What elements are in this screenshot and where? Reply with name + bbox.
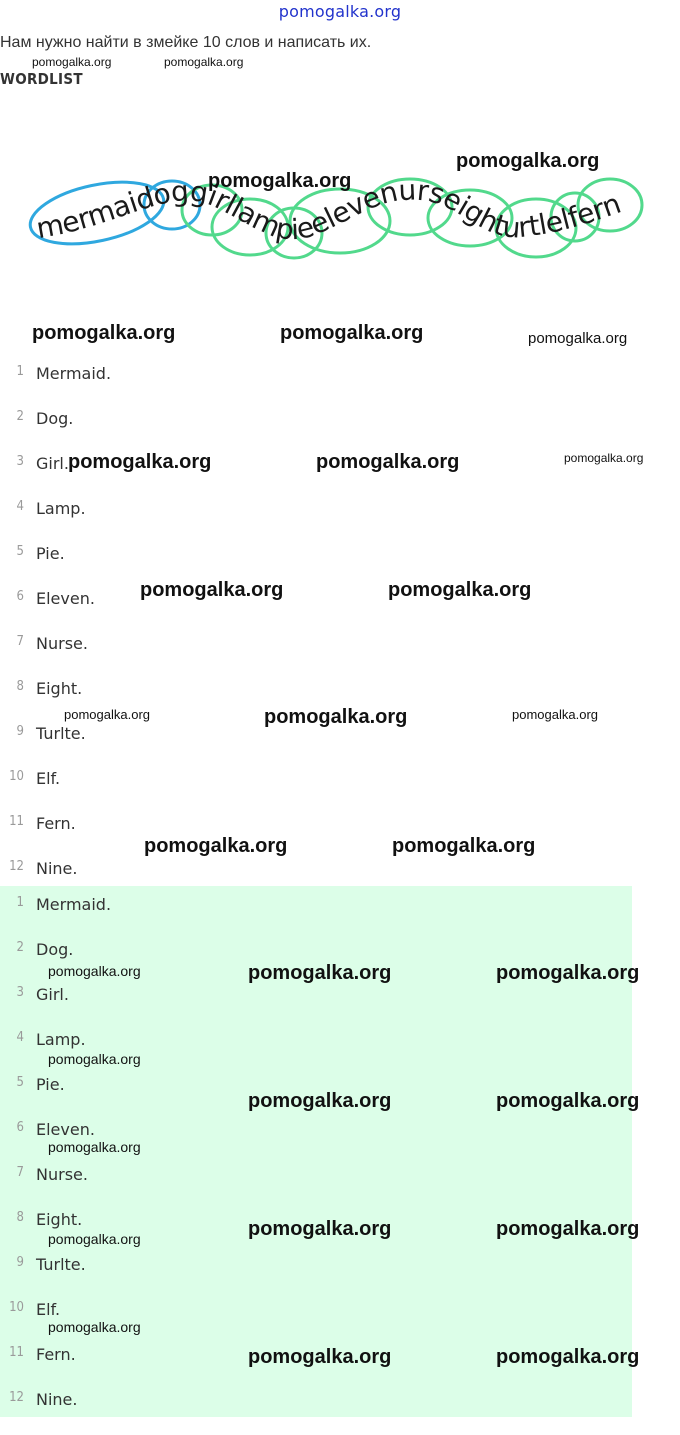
- watermark: pomogalka.org: [512, 707, 598, 722]
- row-word: Nurse.: [36, 1165, 88, 1184]
- row-word: Turlte.: [36, 1255, 86, 1274]
- row-word: Fern.: [36, 814, 76, 833]
- row-number: 3: [16, 454, 24, 469]
- row-number: 6: [16, 589, 24, 604]
- row-word: Dog.: [36, 409, 74, 428]
- watermark: pomogalka.org: [64, 707, 150, 722]
- row-word: Turlte.: [36, 724, 86, 743]
- watermark: pomogalka.org: [144, 835, 288, 857]
- watermark: pomogalka.org: [456, 150, 600, 172]
- row-word: Mermaid.: [36, 364, 112, 383]
- watermark: pomogalka.org: [48, 1139, 141, 1155]
- row-word: Girl.: [36, 454, 69, 473]
- watermark: pomogalka.org: [140, 579, 284, 601]
- watermark: pomogalka.org: [48, 1231, 141, 1247]
- watermark: pomogalka.org: [496, 962, 640, 984]
- row-number: 2: [16, 940, 24, 955]
- row-word: Mermaid.: [36, 895, 112, 914]
- watermark: pomogalka.org: [48, 1319, 141, 1335]
- wordlist-row: [0, 769, 630, 814]
- row-word: Elf.: [36, 769, 61, 788]
- row-number: 6: [16, 1120, 24, 1135]
- watermark: pomogalka.org: [528, 330, 628, 347]
- task-text: Нам нужно найти в змейке 10 слов и написать их.: [0, 34, 372, 51]
- row-word: Lamp.: [36, 1030, 86, 1049]
- row-number: 8: [16, 679, 24, 694]
- row-number: 12: [9, 859, 24, 874]
- watermark: pomogalka.org: [316, 451, 460, 473]
- watermark: pomogalka.org: [32, 322, 176, 344]
- wordlist-row: [0, 589, 630, 634]
- watermark: pomogalka.org: [48, 1051, 141, 1067]
- row-word: Nine.: [36, 859, 78, 878]
- answer-row: [0, 1255, 630, 1300]
- row-number: 7: [16, 1165, 24, 1180]
- row-number: 4: [16, 1030, 24, 1045]
- watermark: pomogalka.org: [32, 55, 112, 69]
- site-logo[interactable]: pomogalka.org: [278, 2, 402, 21]
- watermark: pomogalka.org: [392, 835, 536, 857]
- row-word: Pie.: [36, 1075, 65, 1094]
- row-word: Eleven.: [36, 589, 95, 608]
- wordlist-heading: WORDLIST: [0, 70, 83, 88]
- watermark: pomogalka.org: [164, 55, 244, 69]
- watermark: pomogalka.org: [264, 706, 408, 728]
- watermark: pomogalka.org: [388, 579, 532, 601]
- row-number: 2: [16, 409, 24, 424]
- row-word: Fern.: [36, 1345, 76, 1364]
- row-number: 5: [16, 1075, 24, 1090]
- row-number: 5: [16, 544, 24, 559]
- watermark: pomogalka.org: [496, 1346, 640, 1368]
- answer-row: [0, 1390, 630, 1435]
- answer-row: [0, 1165, 630, 1210]
- watermark: pomogalka.org: [248, 1090, 392, 1112]
- watermark: pomogalka.org: [496, 1218, 640, 1240]
- row-number: 4: [16, 499, 24, 514]
- word-snake-image: [0, 115, 680, 275]
- watermark: pomogalka.org: [564, 451, 644, 465]
- wordlist-row: [0, 724, 630, 769]
- watermark: pomogalka.org: [496, 1090, 640, 1112]
- row-word: Pie.: [36, 544, 65, 563]
- row-number: 9: [16, 1255, 24, 1270]
- row-number: 3: [16, 985, 24, 1000]
- watermark: pomogalka.org: [48, 963, 141, 979]
- watermark: pomogalka.org: [280, 322, 424, 344]
- row-word: Eight.: [36, 679, 83, 698]
- snake-letters: mermaidoggirllampieelevenurseighturtlelfern: [33, 173, 625, 247]
- row-number: 10: [9, 1300, 24, 1315]
- row-number: 9: [16, 724, 24, 739]
- row-number: 12: [9, 1390, 24, 1405]
- row-word: Eleven.: [36, 1120, 95, 1139]
- row-number: 1: [16, 364, 24, 379]
- watermark: pomogalka.org: [68, 451, 212, 473]
- watermark: pomogalka.org: [248, 962, 392, 984]
- row-number: 8: [16, 1210, 24, 1225]
- row-word: Girl.: [36, 985, 69, 1004]
- wordlist-row: [0, 814, 630, 859]
- wordlist-row: [0, 634, 630, 679]
- row-word: Dog.: [36, 940, 74, 959]
- watermark: pomogalka.org: [248, 1218, 392, 1240]
- wordlist-row: [0, 499, 630, 544]
- row-number: 10: [9, 769, 24, 784]
- row-word: Lamp.: [36, 499, 86, 518]
- row-number: 7: [16, 634, 24, 649]
- row-word: Eight.: [36, 1210, 83, 1229]
- row-number: 1: [16, 895, 24, 910]
- wordlist-row: [0, 544, 630, 589]
- watermark: pomogalka.org: [248, 1346, 392, 1368]
- answer-row: [0, 895, 630, 940]
- wordlist-row: [0, 409, 630, 454]
- wordlist-row: [0, 364, 630, 409]
- row-word: Elf.: [36, 1300, 61, 1319]
- row-number: 11: [9, 1345, 24, 1360]
- row-word: Nurse.: [36, 634, 88, 653]
- row-word: Nine.: [36, 1390, 78, 1409]
- watermark: pomogalka.org: [208, 170, 352, 192]
- answer-row: [0, 985, 630, 1030]
- row-number: 11: [9, 814, 24, 829]
